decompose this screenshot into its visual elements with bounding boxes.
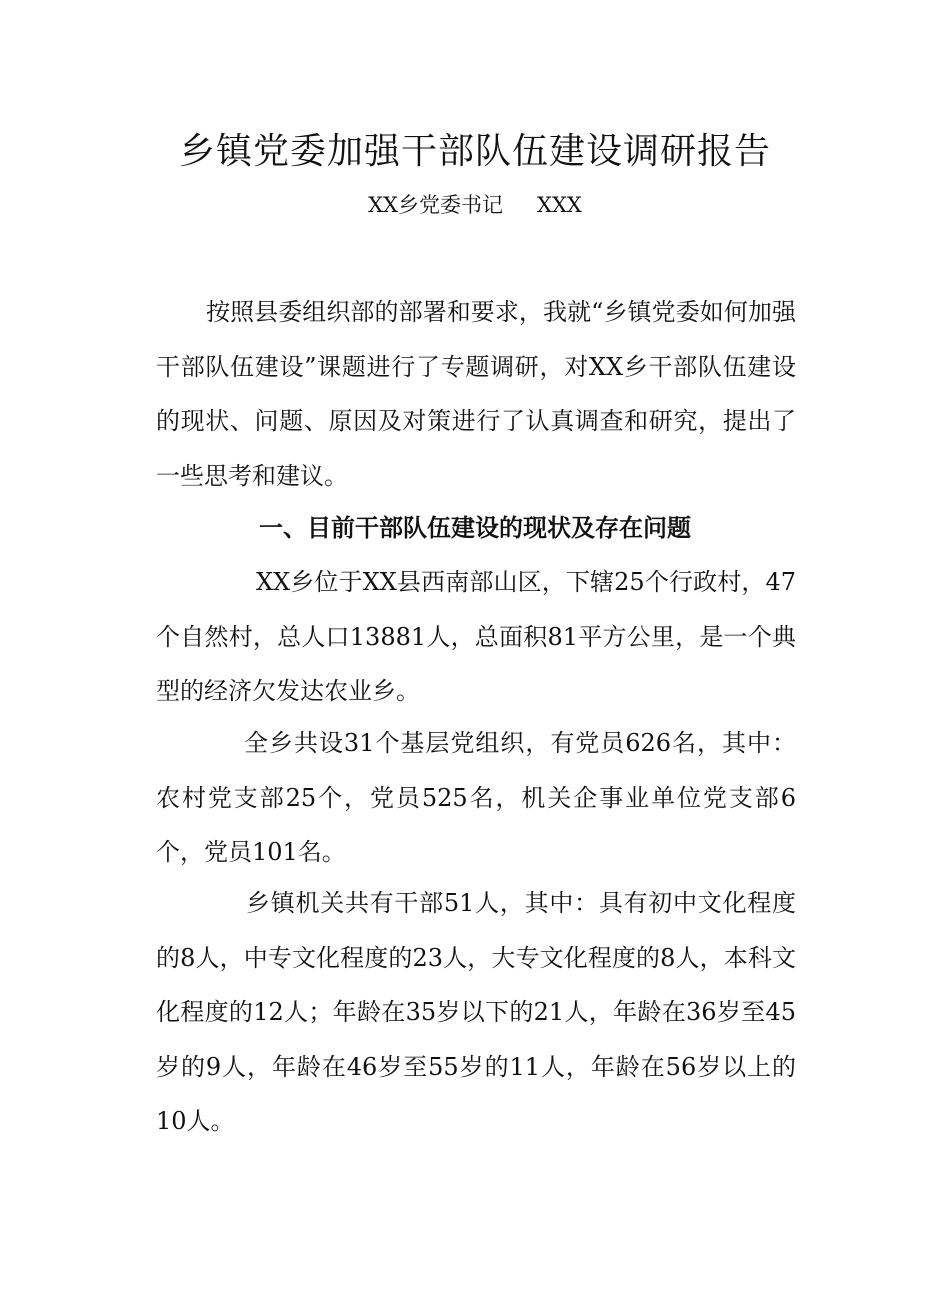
author-name: XXX	[537, 193, 582, 217]
intro-paragraph: 按照县委组织部的部署和要求，我就“乡镇党委如何加强干部队伍建设”课题进行了专题调研，对XX乡干部队伍建设的现状、问题、原因及对策进行了认真调查和研究，提出了一些思考和建议。	[156, 298, 796, 490]
paragraph-cadre-statistics: 乡镇机关共有干部51人，其中：具有初中文化程度的8人，中专文化程度的23人，大专文化程度的8人，本科文化程度的12人；年龄在35岁以下的21人，年龄在36岁至45岁的9人，年龄在46岁至55岁的11人，年龄在56岁以上的10人。	[156, 889, 796, 1135]
section-heading: 一、目前干部队伍建设的现状及存在问题	[259, 513, 691, 542]
paragraph-party-organizations: 全乡共设31个基层党组织，有党员626名，其中：农村党支部25个，党员525名，机关企事业单位党支部6个，党员101名。	[156, 729, 796, 866]
paragraph-location: XX乡位于XX县西南部山区，下辖25个行政村，47个自然村，总人口13881人，总面积81平方公里，是一个典型的经济欠发达农业乡。	[156, 568, 796, 705]
author-byline	[0, 190, 950, 220]
document-title: 乡镇党委加强干部队伍建设调研报告	[178, 131, 771, 172]
author-org: XX乡党委书记	[368, 193, 504, 217]
